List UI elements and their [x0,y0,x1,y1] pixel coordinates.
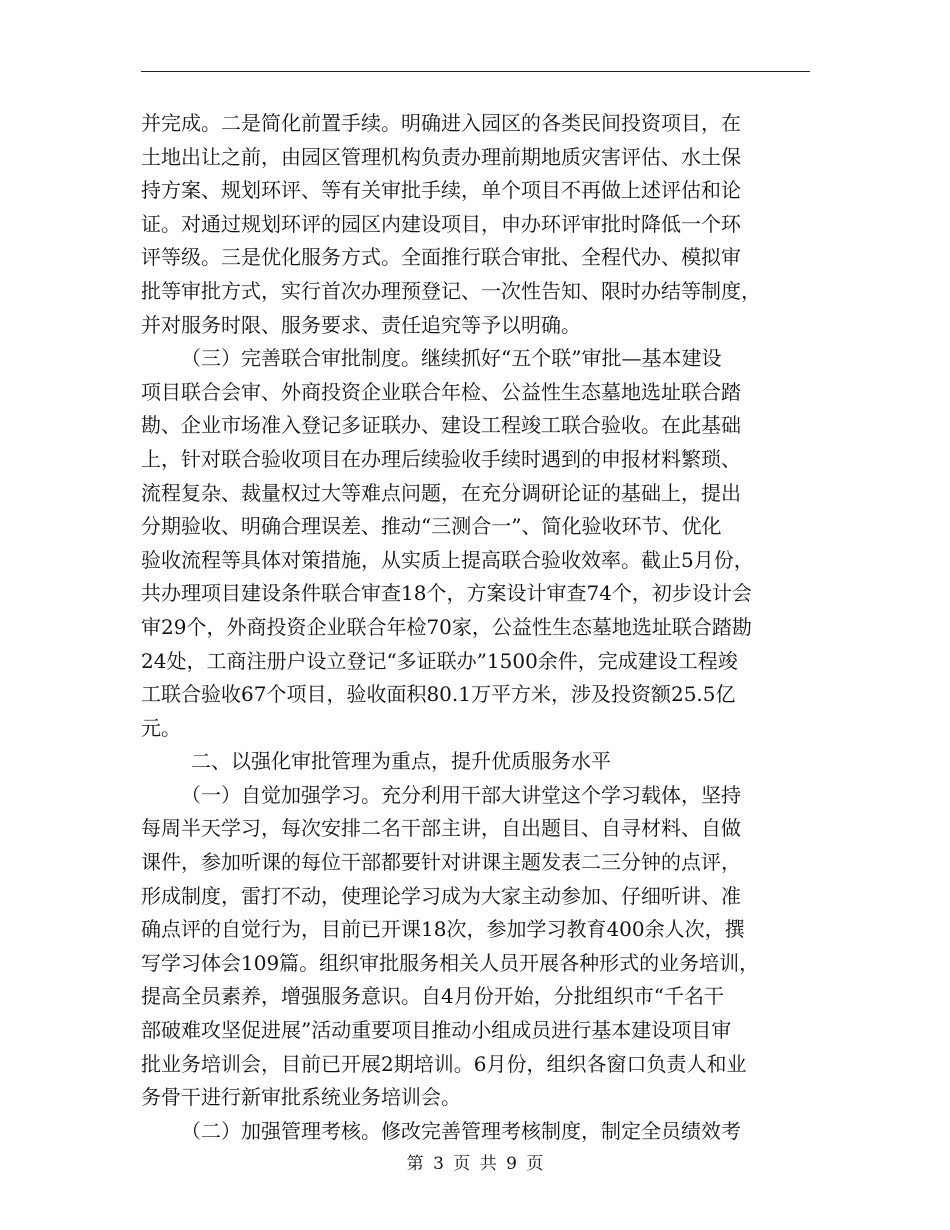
text-line: 审29个，外商投资企业联合年检70家，公益性生态墓地选址联合踏勘 [141,614,752,639]
text-line: 评等级。三是优化服务方式。全面推行联合审批、全程代办、模拟审 [141,245,741,270]
text-line: 土地出让之前，由园区管理机构负责办理前期地质灾害评估、水土保 [141,144,741,169]
text-line: 验收流程等具体对策措施，从实质上提高联合验收效率。截止5月份， [141,547,754,572]
text-line: 务骨干进行新审批系统业务培训会。 [141,1085,461,1110]
text-line: 每周半天学习，每次安排二名干部主讲，自出题目、自寻材料、自做 [141,816,741,841]
text-line: （二）加强管理考核。修改完善管理考核制度，制定全员绩效考 [181,1118,741,1143]
text-line: 元。 [141,715,181,740]
text-line: 并对服务时限、服务要求、责任追究等予以明确。 [141,312,581,337]
text-line: 上，针对联合验收项目在办理后续验收手续时遇到的申报材料繁琐、 [141,446,741,471]
text-line: （三）完善联合审批制度。继续抓好“五个联”审批—基本建设 [181,346,722,371]
text-line: 批业务培训会，目前已开展2期培训。6月份，组织各窗口负责人和业 [141,1051,747,1076]
text-line: 项目联合会审、外商投资企业联合年检、公益性生态墓地选址联合踏 [141,379,741,404]
text-line: 写学习体会109篇。组织审批服务相关人员开展各种形式的业务培训， [141,950,760,975]
text-line: 24处，工商注册户设立登记“多证联办”1500余件，完成建设工程竣 [141,648,738,673]
text-line: 课件，参加听课的每位干部都要针对讲课主题发表二三分钟的点评， [141,850,741,875]
text-line: 分期验收、明确合理误差、推动“三测合一”、简化验收环节、优化 [141,514,722,539]
document-body [141,107,811,1148]
header-rule [141,71,810,72]
text-line: 确点评的自觉行为，目前已开课18次，参加学习教育400余人次，撰 [141,917,745,942]
text-line: 形成制度，雷打不动，使理论学习成为大家主动参加、仔细听讲、准 [141,883,741,908]
text-line: 部破难攻坚促进展”活动重要项目推动小组成员进行基本建设项目审 [141,1018,732,1043]
text-line: 证。对通过规划环评的园区内建设项目，申办环评审批时降低一个环 [141,211,741,236]
text-line: 持方案、规划环评、等有关审批手续，单个项目不再做上述评估和论 [141,178,741,203]
text-line: 共办理项目建设条件联合审查18个，方案设计审查74个，初步设计会 [141,581,752,606]
text-line: （一）自觉加强学习。充分利用干部大讲堂这个学习载体，坚持 [181,782,741,807]
section-heading: 二、以强化审批管理为重点，提升优质服务水平 [191,749,611,774]
page-number: 第 3 页 共 9 页 [406,1154,544,1174]
text-line: 提高全员素养，增强服务意识。自4月份开始，分批组织市“千名干 [141,984,724,1009]
text-line: 并完成。二是简化前置手续。明确进入园区的各类民间投资项目，在 [141,111,741,135]
text-line: 批等审批方式，实行首次办理预登记、一次性告知、限时办结等制度， [141,278,761,303]
text-line: 工联合验收67个项目，验收面积80.1万平方米，涉及投资额25.5亿 [141,682,736,707]
text-line: 流程复杂、裁量权过大等难点问题，在充分调研论证的基础上，提出 [141,480,741,505]
text-line: 勘、企业市场准入登记多证联办、建设工程竣工联合验收。在此基础 [141,413,741,438]
